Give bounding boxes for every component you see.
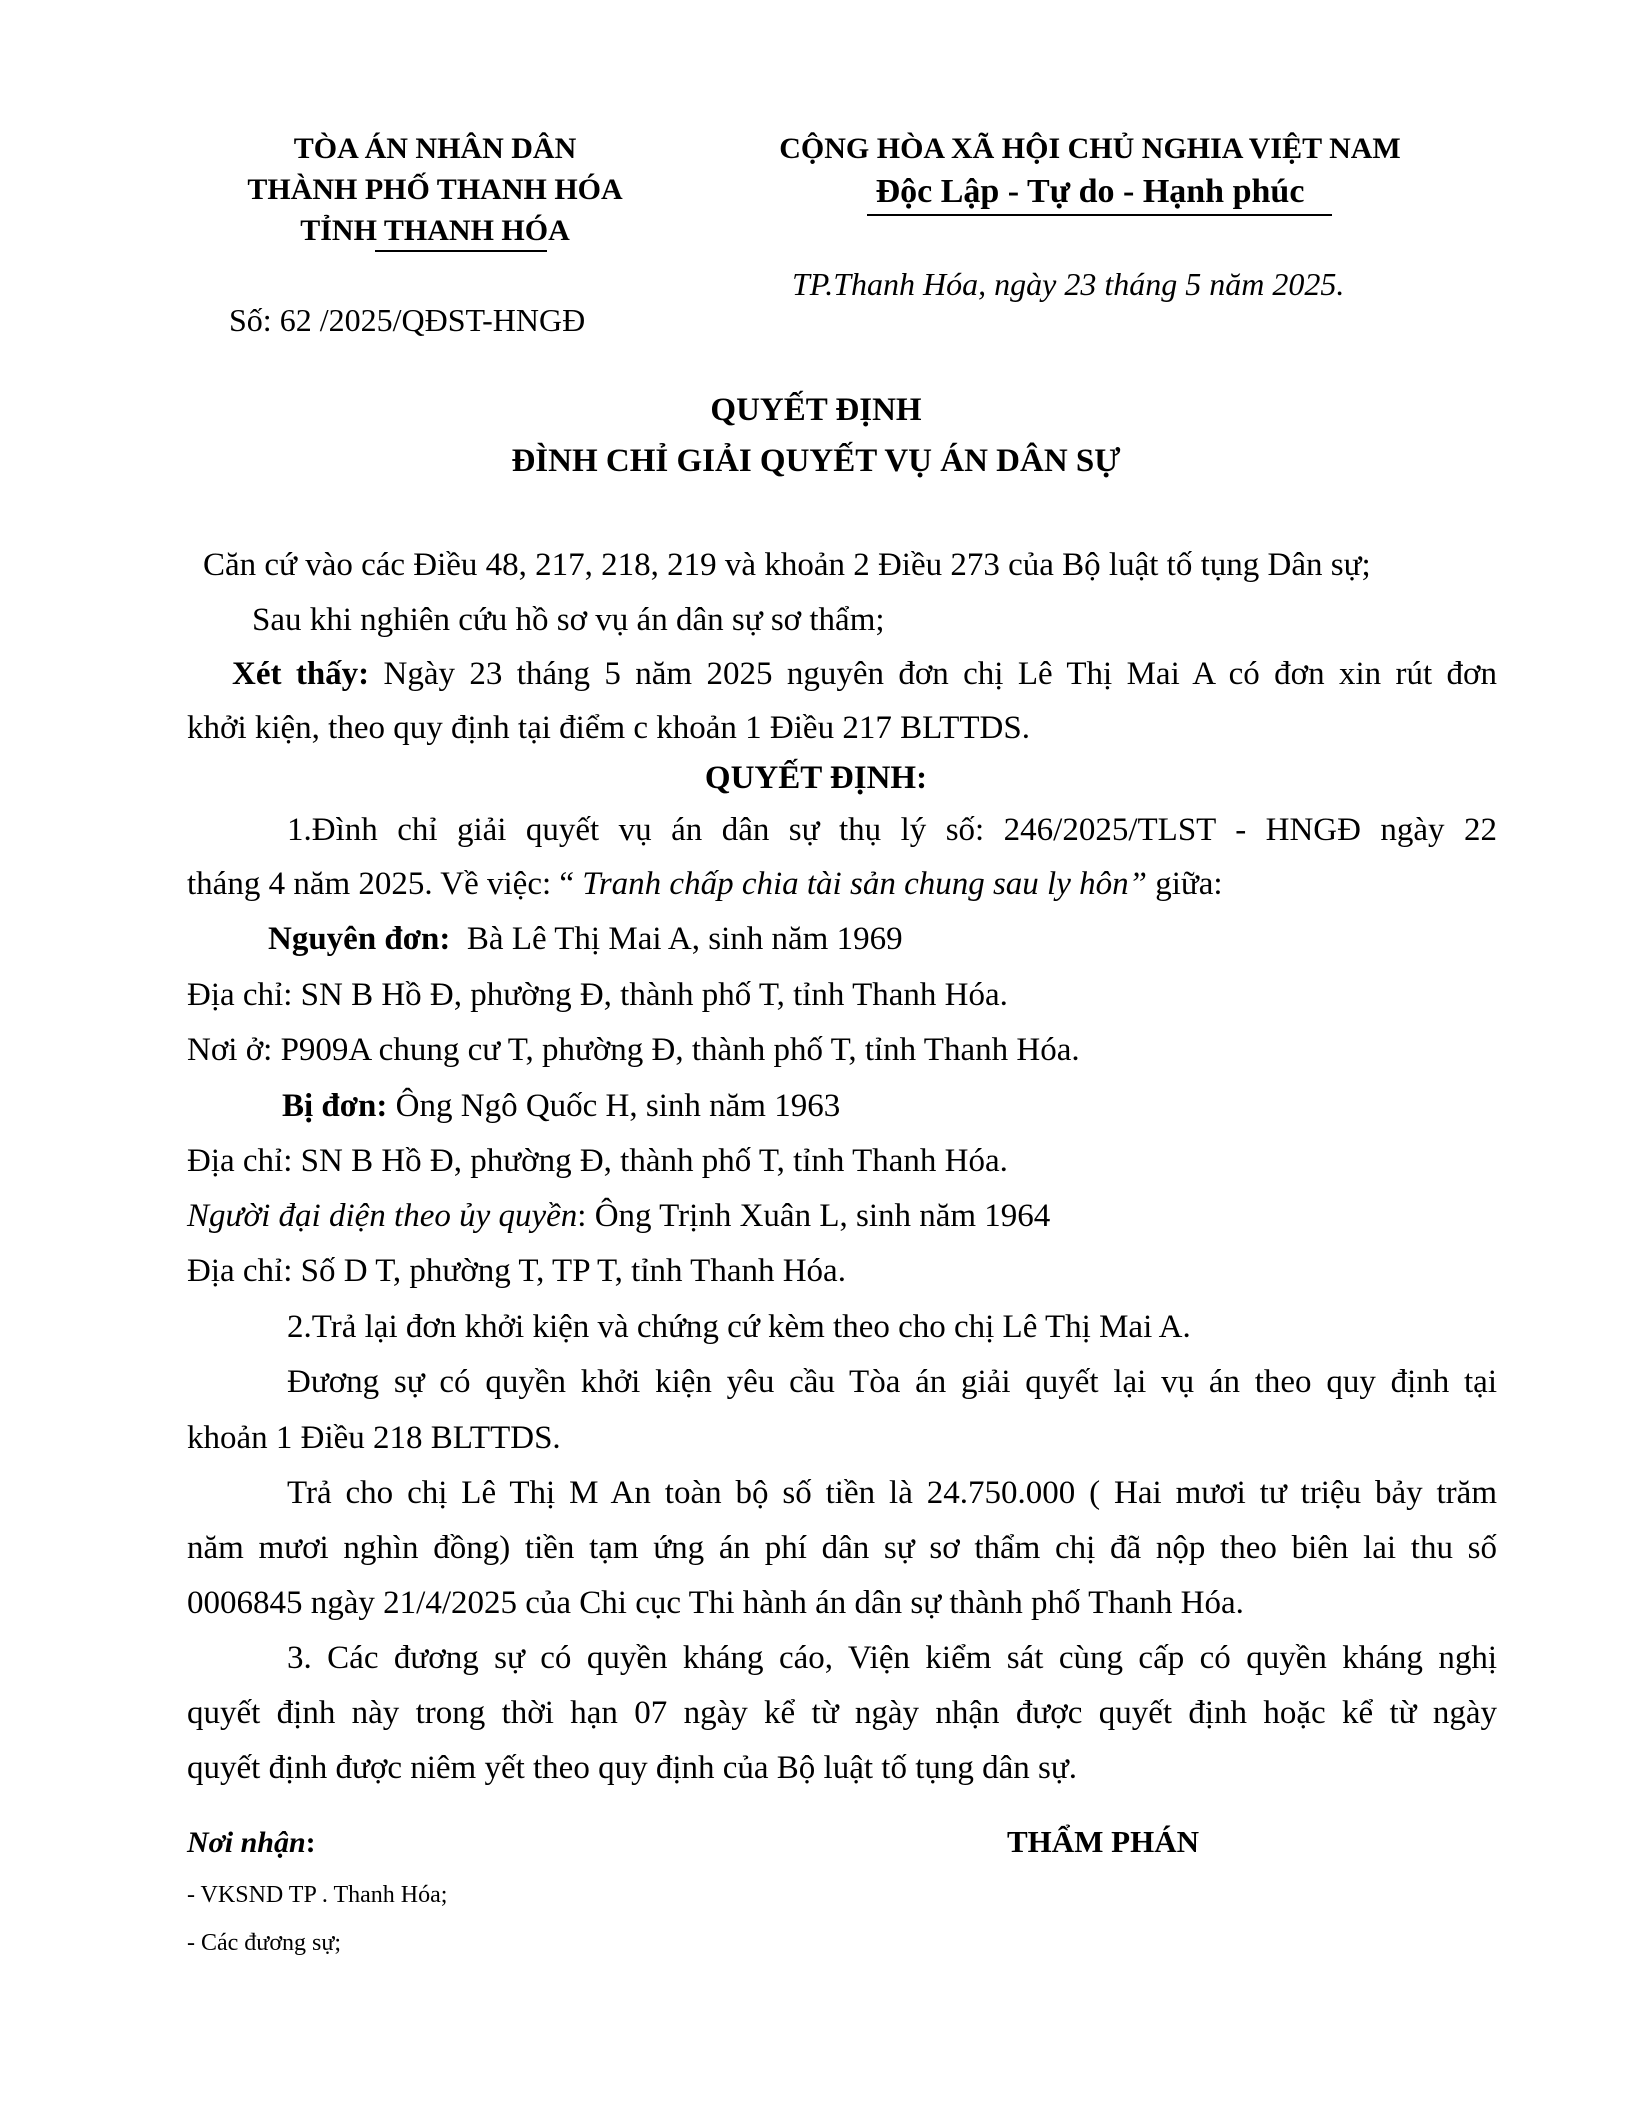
plaintiff-line	[268, 912, 903, 966]
findings-label: Xét thấy:	[232, 656, 370, 692]
item1-suffix: giữa:	[1146, 866, 1223, 902]
place-date: TP.Thanh Hóa, ngày 23 tháng 5 năm 2025.	[792, 266, 1345, 302]
recipients-colon: :	[305, 1826, 316, 1859]
representative-label: Người đại diện theo ủy quyền	[187, 1198, 578, 1234]
item1-line-2	[187, 857, 1223, 911]
item3-line-1: 3. Các đương sự có quyền kháng cáo, Viện kiểm sát cùng cấp có quyền kháng nghị	[287, 1640, 1497, 1676]
motto: Độc Lập - Tự do - Hạnh phúc	[875, 173, 1305, 210]
court-name-line: TÒA ÁN NHÂN DÂN	[293, 132, 577, 165]
plaintiff-residence: Nơi ở: P909A chung cư T, phường Đ, thành phố T, tỉnh Thanh Hóa.	[187, 1032, 1080, 1068]
recipient-item: - VKSND TP . Thanh Hóa;	[187, 1882, 448, 1908]
plaintiff-label: Nguyên đơn:	[268, 921, 451, 957]
court-name-block	[215, 128, 655, 251]
item1-prefix: tháng 4 năm 2025. Về việc: “	[187, 866, 583, 902]
legal-basis: Căn cứ vào các Điều 48, 217, 218, 219 và khoản 2 Điều 273 của Bộ luật tố tụng Dân sự;	[203, 547, 1371, 583]
item3-line-2: quyết định này trong thời hạn 07 ngày kể từ ngày nhận được quyết định hoặc kể từ ngày	[187, 1695, 1497, 1731]
recipient-item: - Các đương sự;	[187, 1930, 342, 1956]
plaintiff-name: Bà Lê Thị Mai A, sinh năm 1969	[450, 921, 903, 957]
findings-line-2: khởi kiện, theo quy định tại điểm c khoản 1 Điều 217 BLTTDS.	[187, 710, 1030, 746]
case-subject: Tranh chấp chia tài sản chung sau ly hôn”	[582, 866, 1147, 902]
recipients-label: Nơi nhận	[187, 1826, 306, 1859]
motto-underline	[867, 214, 1332, 216]
findings-text: Ngày 23 tháng 5 năm 2025 nguyên đơn chị Lê Thị Mai A có đơn xin rút đơn	[369, 656, 1497, 692]
representative-address: Địa chỉ: Số D T, phường T, TP T, tỉnh Thanh Hóa.	[187, 1253, 846, 1289]
refund-line-3: 0006845 ngày 21/4/2025 của Chi cục Thi hành án dân sự thành phố Thanh Hóa.	[187, 1585, 1244, 1621]
defendant-line	[282, 1079, 840, 1133]
rights-line-2: khoản 1 Điều 218 BLTTDS.	[187, 1420, 561, 1456]
refund-line-1: Trả cho chị Lê Thị M An toàn bộ số tiền là 24.750.000 ( Hai mươi tư triệu bảy trăm	[287, 1475, 1497, 1511]
court-name-underline	[375, 250, 547, 252]
national-motto-block	[745, 128, 1435, 215]
item2: 2.Trả lại đơn khởi kiện và chứng cứ kèm theo cho chị Lê Thị Mai A.	[287, 1309, 1191, 1345]
recipients-heading	[187, 1826, 316, 1860]
rights-line-1: Đương sự có quyền khởi kiện yêu cầu Tòa án giải quyết lại vụ án theo quy định tại	[287, 1364, 1497, 1400]
item1-line-1: 1.Đình chỉ giải quyết vụ án dân sự thụ lý số: 246/2025/TLST - HNGĐ ngày 22	[287, 812, 1497, 848]
document-subtitle: ĐÌNH CHỈ GIẢI QUYẾT VỤ ÁN DÂN SỰ	[511, 443, 1121, 479]
court-name-line: TỈNH THANH HÓA	[300, 214, 570, 247]
signer-title: THẨM PHÁN	[1007, 1824, 1200, 1859]
defendant-address: Địa chỉ: SN B Hồ Đ, phường Đ, thành phố T, tỉnh Thanh Hóa.	[187, 1143, 1008, 1179]
findings-line-1	[232, 647, 1497, 701]
representative-line	[187, 1189, 1050, 1243]
court-name-line: THÀNH PHỐ THANH HÓA	[247, 173, 623, 206]
decision-heading: QUYẾT ĐỊNH:	[704, 760, 928, 796]
document-title: QUYẾT ĐỊNH	[710, 392, 922, 428]
review-statement: Sau khi nghiên cứu hồ sơ vụ án dân sự sơ thẩm;	[252, 602, 885, 638]
document-number: Số: 62 /2025/QĐST-HNGĐ	[229, 302, 586, 338]
representative-name: : Ông Trịnh Xuân L, sinh năm 1964	[577, 1198, 1051, 1234]
plaintiff-address: Địa chỉ: SN B Hồ Đ, phường Đ, thành phố T, tỉnh Thanh Hóa.	[187, 977, 1008, 1013]
defendant-label: Bị đơn:	[282, 1088, 388, 1124]
item3-line-3: quyết định được niêm yết theo quy định của Bộ luật tố tụng dân sự.	[187, 1750, 1078, 1786]
defendant-name: Ông Ngô Quốc H, sinh năm 1963	[387, 1088, 841, 1124]
country-name: CỘNG HÒA XÃ HỘI CHỦ NGHIA VIỆT NAM	[779, 132, 1401, 165]
refund-line-2: năm mươi nghìn đồng) tiền tạm ứng án phí dân sự sơ thẩm chị đã nộp theo biên lai thu số	[187, 1530, 1497, 1566]
